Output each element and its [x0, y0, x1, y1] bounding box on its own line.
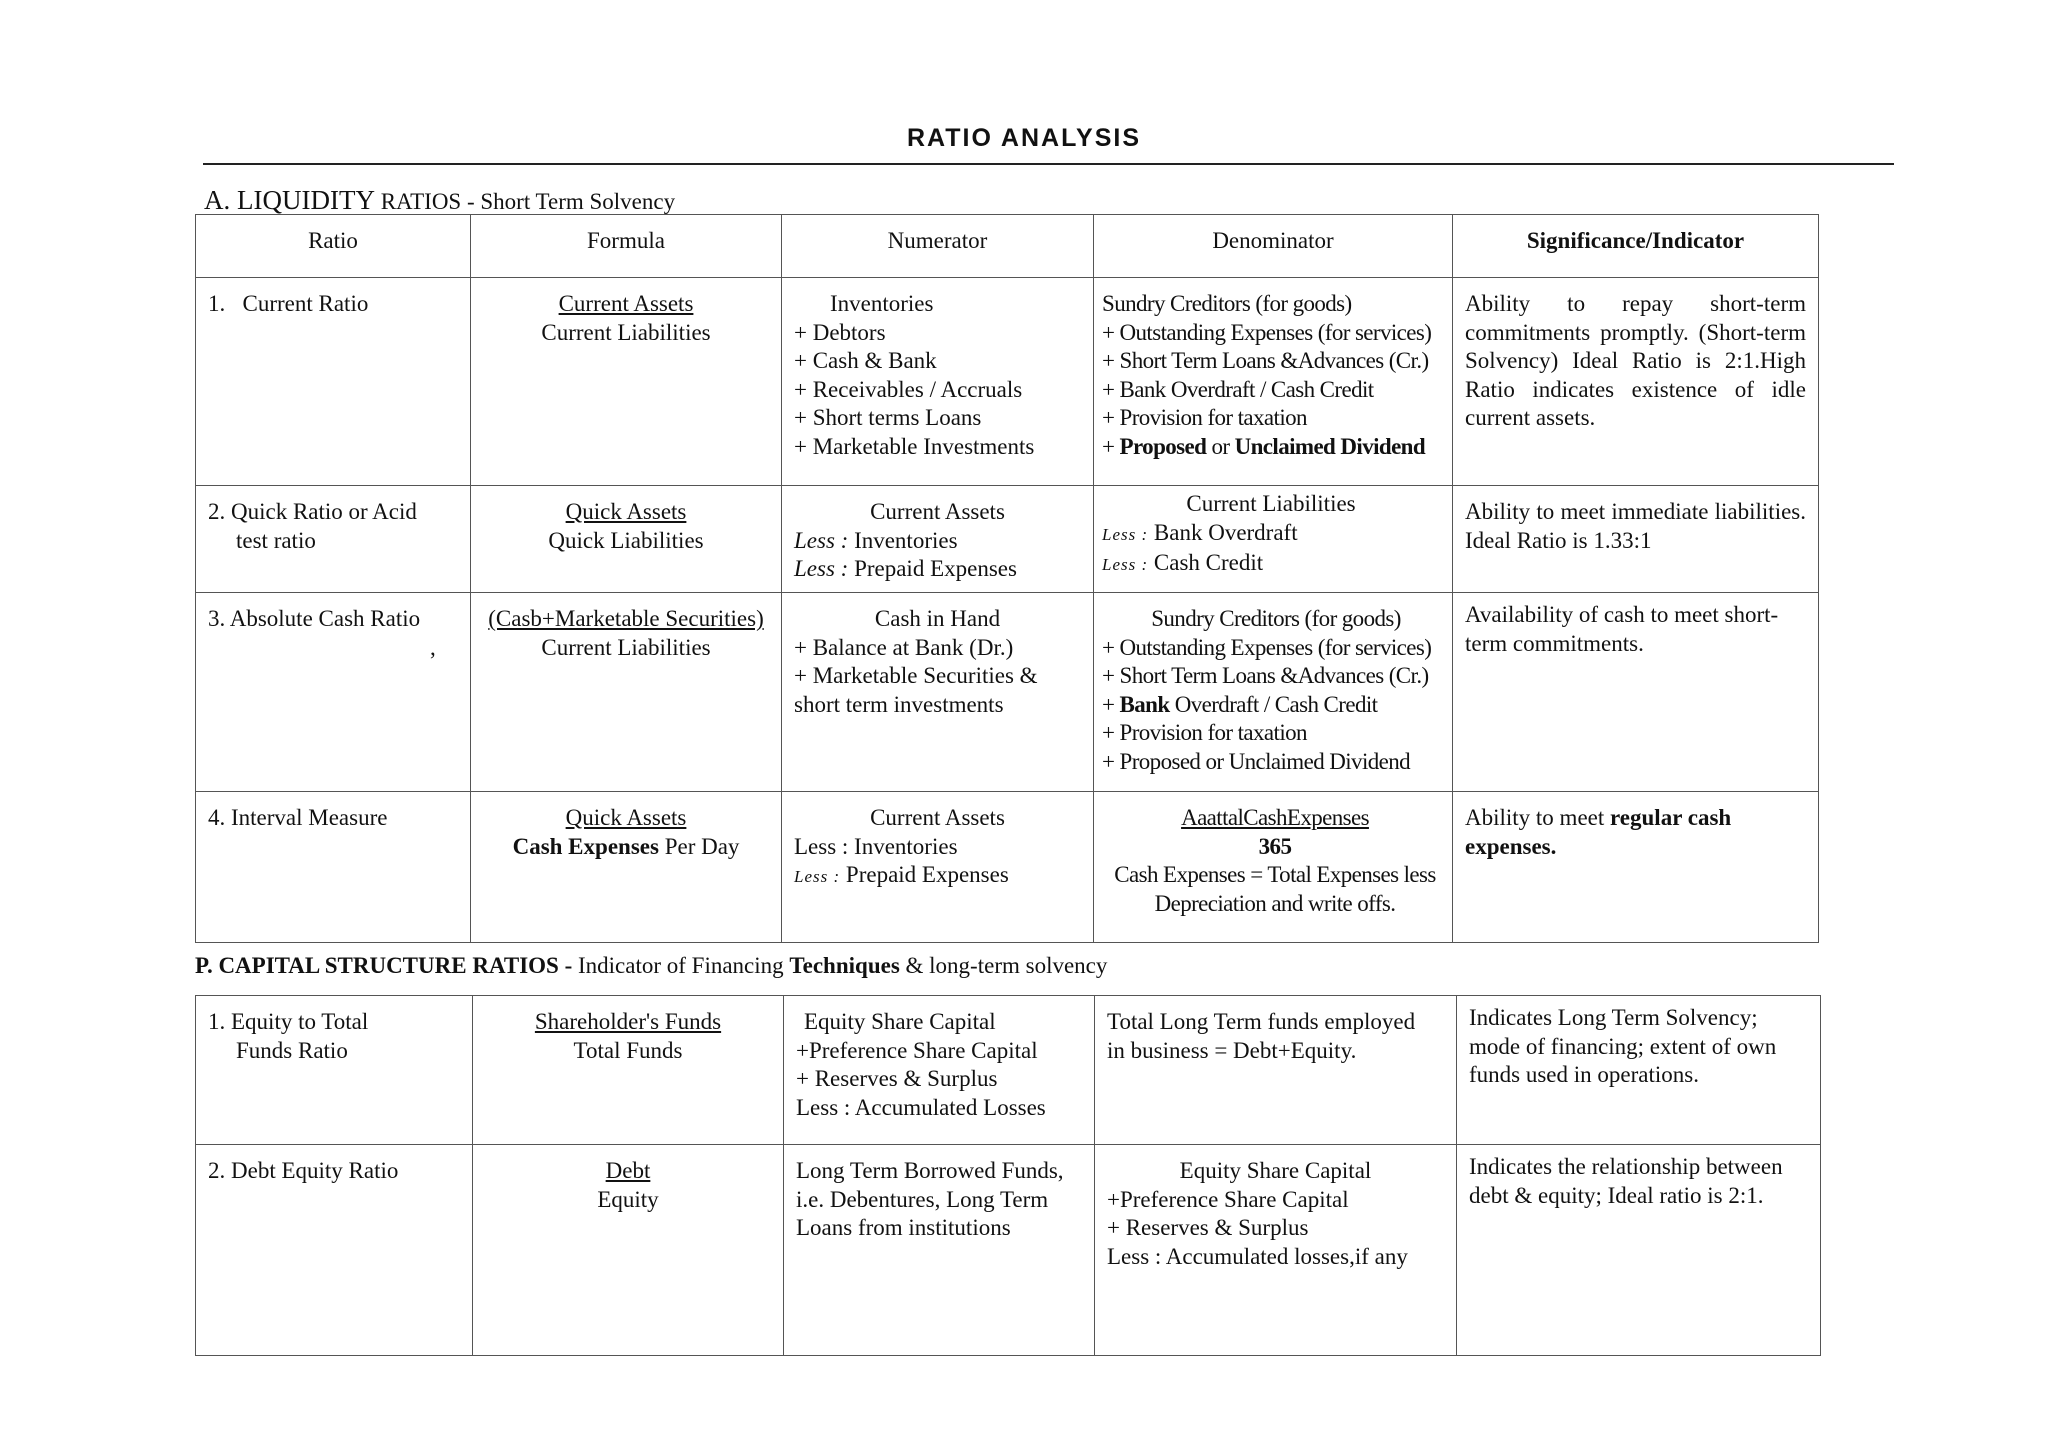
- section-a-heading-main: A. LIQUIDITY: [204, 185, 375, 215]
- numerator-head: Current Assets: [870, 499, 1005, 524]
- section-a-heading-rest: RATIOS - Short Term Solvency: [374, 189, 676, 214]
- denominator-line: [1102, 549, 1440, 580]
- numerator-line: short term investments: [794, 691, 1004, 717]
- formula-denominator: Current Liabilities: [541, 634, 711, 660]
- ratio-name-cell: 4. Interval Measure: [196, 792, 471, 943]
- less-item: Prepaid Expenses: [854, 556, 1017, 581]
- denominator-line: [1102, 691, 1450, 720]
- ratio-name-cell: 2. Debt Equity Ratio: [196, 1145, 473, 1356]
- rest-text: Overdraft / Cash Credit: [1169, 691, 1378, 717]
- numerator-line: Long Term Borrowed Funds,: [796, 1158, 1064, 1183]
- numerator-line: + Marketable Investments: [794, 433, 1035, 459]
- significance-line: Indicates the relationship between: [1469, 1154, 1783, 1179]
- bold-term: Cash Expenses: [512, 833, 659, 859]
- numerator-line: [794, 555, 1081, 584]
- denominator-cell: [1095, 1145, 1457, 1356]
- numerator-cell: [782, 486, 1094, 593]
- less-label: Less :: [1102, 555, 1149, 574]
- ratio-name-cont: Funds Ratio: [236, 1037, 348, 1063]
- stray-mark: ,: [430, 634, 436, 660]
- less-label: Less :: [794, 527, 849, 553]
- denominator-line: + Provision for taxation: [1102, 405, 1307, 430]
- formula-cell: [471, 486, 782, 593]
- capital-structure-table: [195, 995, 1821, 1356]
- numerator-head: Current Assets: [870, 805, 1005, 830]
- denominator-note: Cash Expenses = Total Expenses less: [1114, 862, 1436, 887]
- denominator-line: in business = Debt+Equity.: [1107, 1037, 1357, 1063]
- formula-cell: [473, 1145, 784, 1356]
- ratio-name-cell: [196, 486, 471, 593]
- denominator-line: + Outstanding Expenses (for services): [1102, 634, 1432, 660]
- section-p-heading-bold: P. CAPITAL STRUCTURE RATIOS -: [195, 953, 578, 978]
- numerator-line: + Receivables / Accruals: [794, 376, 1023, 402]
- denominator-head: Sundry Creditors (for goods): [1151, 606, 1401, 631]
- less-item: Prepaid Expenses: [845, 862, 1009, 887]
- ratio-name-cell: [196, 996, 473, 1145]
- numerator-line: + Reserves & Surplus: [796, 1066, 998, 1091]
- denominator-head: Current Liabilities: [1186, 491, 1356, 516]
- plus-prefix: +: [1102, 433, 1120, 459]
- numerator-cell: [782, 792, 1094, 943]
- denominator-line: + Proposed or Unclaimed Dividend: [1102, 748, 1411, 774]
- numerator-line: [794, 861, 1081, 892]
- formula-cell: [471, 593, 782, 792]
- section-p-heading-bold2: Techniques: [789, 953, 900, 978]
- significance-cell: Ability to meet immediate liabilities. Ideal Ratio is 1.33:1: [1453, 486, 1819, 593]
- column-header: Ratio: [196, 215, 471, 278]
- ratio-name-cell: [196, 278, 471, 486]
- significance-line: funds used in operations.: [1469, 1062, 1699, 1087]
- formula-numerator: Shareholder's Funds: [534, 1009, 722, 1034]
- connector-text: or: [1206, 433, 1235, 459]
- denominator-cell: [1094, 486, 1453, 593]
- ratio-name-cell: [196, 593, 471, 792]
- title-divider: [203, 163, 1894, 165]
- table-row: [196, 996, 1821, 1145]
- denominator-line: Sundry Creditors (for goods): [1102, 291, 1352, 316]
- less-item: Bank Overdraft: [1153, 519, 1298, 545]
- formula-cell: [471, 792, 782, 943]
- document-title: RATIO ANALYSIS: [906, 124, 1142, 152]
- significance-line: mode of financing; extent of own: [1469, 1033, 1777, 1059]
- significance-text: Ability to meet: [1465, 805, 1611, 830]
- numerator-cell: [784, 1145, 1095, 1356]
- significance-cell: Ability to repay short-term commitments promptly. (Short-term Solvency) Ideal Ratio is 2:1.High Ratio indicates existence of idle current assets.: [1453, 278, 1819, 486]
- table-row: [196, 593, 1819, 792]
- formula-numerator: Quick Assets: [565, 499, 687, 524]
- column-header: Significance/Indicator: [1453, 215, 1819, 278]
- ratio-name: 1. Current Ratio: [208, 291, 369, 316]
- section-a-heading: [204, 185, 675, 216]
- less-item: Cash Credit: [1153, 550, 1264, 575]
- formula-denominator: Equity: [597, 1186, 659, 1212]
- numerator-cell: [784, 996, 1095, 1145]
- denominator-line: + Provision for taxation: [1102, 720, 1307, 745]
- formula-denominator: Total Funds: [573, 1037, 683, 1063]
- table-header-row: [196, 215, 1819, 278]
- formula-cell: [471, 278, 782, 486]
- denominator-head: Equity Share Capital: [1179, 1158, 1372, 1183]
- denominator-line: + Short Term Loans &Advances (Cr.): [1102, 663, 1429, 688]
- formula-denominator: Quick Liabilities: [548, 527, 704, 553]
- numerator-line: + Debtors: [794, 319, 886, 345]
- rest-text: Per Day: [658, 833, 740, 859]
- significance-line: Indicates Long Term Solvency;: [1469, 1005, 1758, 1030]
- denominator-fraction-top: AaattalCashExpenses: [1181, 805, 1369, 830]
- bold-term: Unclaimed Dividend: [1234, 433, 1426, 459]
- ratio-name: 1. Equity to Total: [208, 1009, 369, 1034]
- denominator-note: Depreciation and write offs.: [1154, 890, 1396, 916]
- formula-cell: [473, 996, 784, 1145]
- formula-denominator: Current Liabilities: [541, 319, 711, 345]
- denominator-line: + Bank Overdraft / Cash Credit: [1102, 376, 1374, 402]
- numerator-line: + Marketable Securities &: [794, 663, 1038, 688]
- formula-numerator: Debt: [605, 1158, 651, 1183]
- plus-prefix: +: [1102, 691, 1120, 717]
- numerator-line: Loans from institutions: [796, 1215, 1011, 1240]
- denominator-line-last: [1102, 433, 1450, 462]
- significance-bold: regular cash expenses.: [1465, 805, 1732, 859]
- column-header: Numerator: [782, 215, 1094, 278]
- ratio-name: 2. Quick Ratio or Acid: [208, 499, 417, 524]
- ratio-name: 3. Absolute Cash Ratio: [208, 606, 421, 631]
- denominator-cell: [1094, 593, 1453, 792]
- less-item: Inventories: [854, 527, 958, 553]
- numerator-head: Cash in Hand: [874, 606, 1001, 631]
- significance-cell: [1457, 996, 1821, 1145]
- table-row: [196, 486, 1819, 593]
- formula-denominator: [483, 833, 769, 862]
- denominator-line: Less : Accumulated losses,if any: [1107, 1243, 1408, 1269]
- numerator-line: Less : Accumulated Losses: [796, 1094, 1046, 1120]
- bold-term: Bank: [1119, 691, 1170, 717]
- numerator-line: Less : Inventories: [794, 833, 958, 859]
- less-label: Less :: [1102, 524, 1149, 544]
- section-p-heading: [195, 953, 1107, 979]
- numerator-line: [794, 527, 1081, 556]
- numerator-line: Equity Share Capital: [804, 1009, 996, 1034]
- numerator-line: Inventories: [830, 291, 934, 316]
- numerator-line: + Balance at Bank (Dr.): [794, 634, 1014, 660]
- denominator-line: + Reserves & Surplus: [1107, 1215, 1309, 1240]
- numerator-line: + Short terms Loans: [794, 405, 982, 430]
- column-header: Denominator: [1094, 215, 1453, 278]
- significance-line: debt & equity; Ideal ratio is 2:1.: [1469, 1182, 1764, 1208]
- denominator-fraction-bottom: 365: [1258, 833, 1292, 859]
- bold-term: Proposed: [1119, 433, 1207, 459]
- denominator-line: + Outstanding Expenses (for services): [1102, 319, 1432, 345]
- formula-numerator: Current Assets: [558, 291, 694, 316]
- formula-numerator: (Casb+Marketable Securities): [488, 606, 764, 631]
- denominator-cell: [1095, 996, 1457, 1145]
- significance-cell: Availability of cash to meet short-term commitments.: [1453, 593, 1819, 792]
- denominator-line: Total Long Term funds employed: [1107, 1009, 1416, 1034]
- denominator-line: [1102, 519, 1440, 550]
- formula-numerator: Quick Assets: [565, 805, 687, 830]
- liquidity-ratios-table: [195, 214, 1819, 943]
- numerator-line: +Preference Share Capital: [796, 1037, 1038, 1063]
- denominator-line: +Preference Share Capital: [1107, 1186, 1349, 1212]
- section-p-heading-rest: & long-term solvency: [899, 953, 1108, 978]
- table-row: [196, 278, 1819, 486]
- column-header: Formula: [471, 215, 782, 278]
- ratio-name-cont: test ratio: [236, 527, 316, 553]
- numerator-line: + Cash & Bank: [794, 348, 937, 373]
- section-p-heading-mid: Indicator of Financing: [577, 953, 790, 978]
- significance-cell: [1457, 1145, 1821, 1356]
- denominator-line: + Short Term Loans &Advances (Cr.): [1102, 348, 1429, 373]
- less-label: Less :: [794, 556, 849, 581]
- significance-cell: [1453, 792, 1819, 943]
- table-row: [196, 792, 1819, 943]
- numerator-cell: [782, 278, 1094, 486]
- numerator-line: i.e. Debentures, Long Term: [796, 1186, 1049, 1212]
- denominator-cell: [1094, 792, 1453, 943]
- table-row: [196, 1145, 1821, 1356]
- denominator-cell: [1094, 278, 1453, 486]
- numerator-cell: [782, 593, 1094, 792]
- less-label: Less :: [794, 867, 841, 886]
